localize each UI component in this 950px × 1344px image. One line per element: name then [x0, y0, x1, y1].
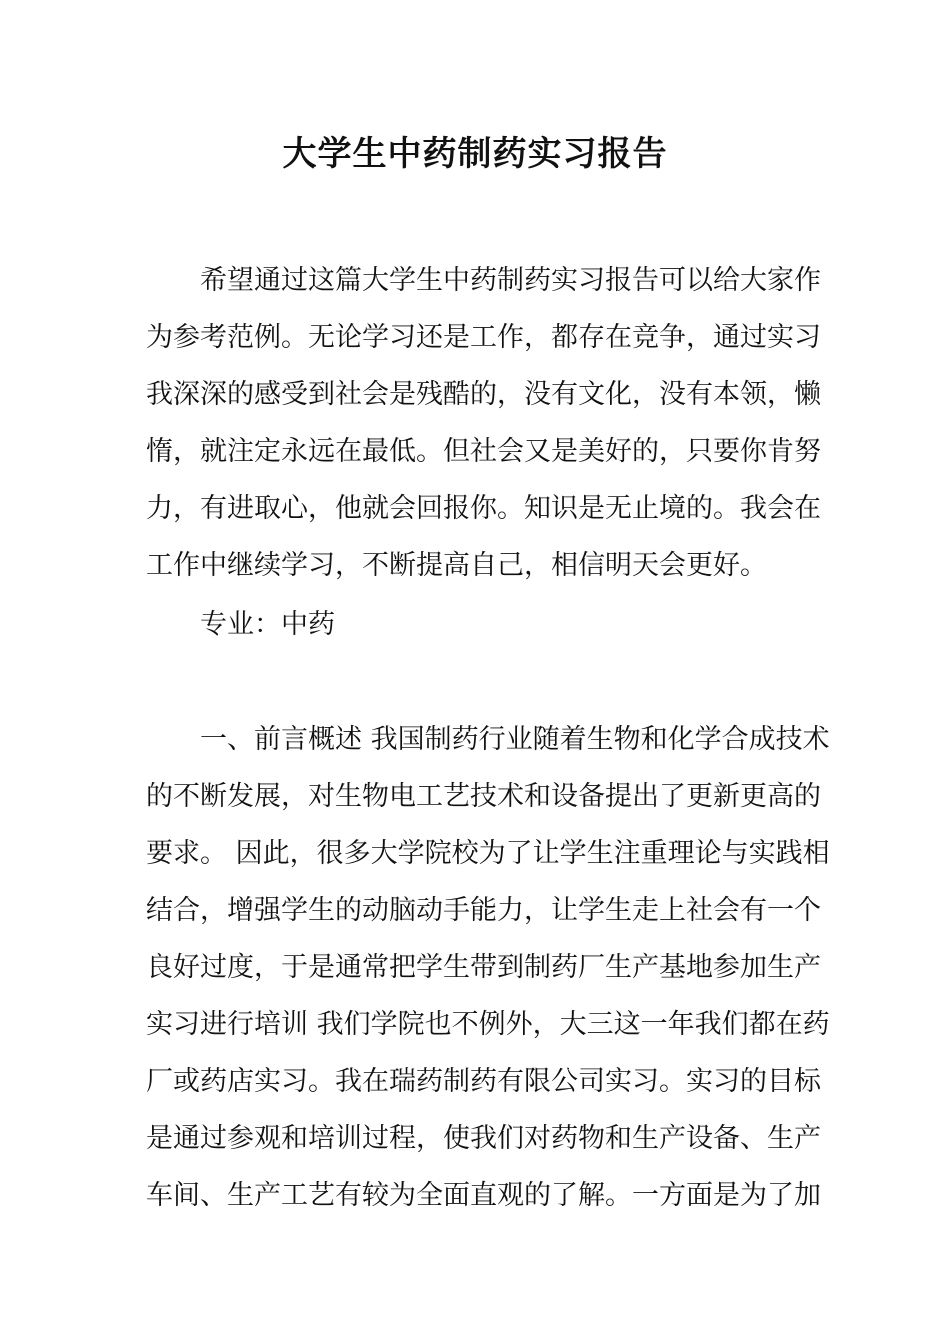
- paragraph-line: 一、前言概述 我国制药行业随着生物和化学合成技术: [200, 724, 830, 755]
- major-paragraph: [146, 596, 806, 653]
- intro-paragraph: [146, 252, 821, 594]
- preface-paragraph: [146, 711, 830, 1224]
- paragraph-line: 良好过度，于是通常把学生带到制药厂生产基地参加生产: [146, 952, 821, 983]
- document-title: 大学生中药制药实习报告: [282, 134, 668, 174]
- paragraph-line: 要求。 因此，很多大学院校为了让学生注重理论与实践相: [146, 838, 830, 869]
- paragraph-line: 的不断发展，对生物电工艺技术和设备提出了更新更高的: [146, 781, 821, 812]
- paragraph-line: 厂或药店实习。我在瑞药制药有限公司实习。实习的目标: [146, 1066, 821, 1097]
- paragraph-line: 我深深的感受到社会是残酷的，没有文化，没有本领，懒: [146, 379, 821, 410]
- paragraph-line: 结合，增强学生的动脑动手能力，让学生走上社会有一个: [146, 895, 821, 926]
- paragraph-line: 是通过参观和培训过程，使我们对药物和生产设备、生产: [146, 1123, 821, 1154]
- paragraph-line: 为参考范例。无论学习还是工作，都存在竞争，通过实习: [146, 322, 821, 353]
- paragraph-line: 惰，就注定永远在最低。但社会又是美好的，只要你肯努: [146, 436, 821, 467]
- major-line: 专业：中药: [200, 609, 335, 640]
- paragraph-line: 实习进行培训 我们学院也不例外，大三这一年我们都在药: [146, 1009, 830, 1040]
- paragraph-line: 希望通过这篇大学生中药制药实习报告可以给大家作: [200, 265, 821, 296]
- paragraph-line: 车间、生产工艺有较为全面直观的了解。一方面是为了加: [146, 1180, 821, 1211]
- paragraph-line: 力，有进取心，他就会回报你。知识是无止境的。我会在: [146, 493, 821, 524]
- paragraph-line: 工作中继续学习，不断提高自己，相信明天会更好。: [146, 550, 767, 581]
